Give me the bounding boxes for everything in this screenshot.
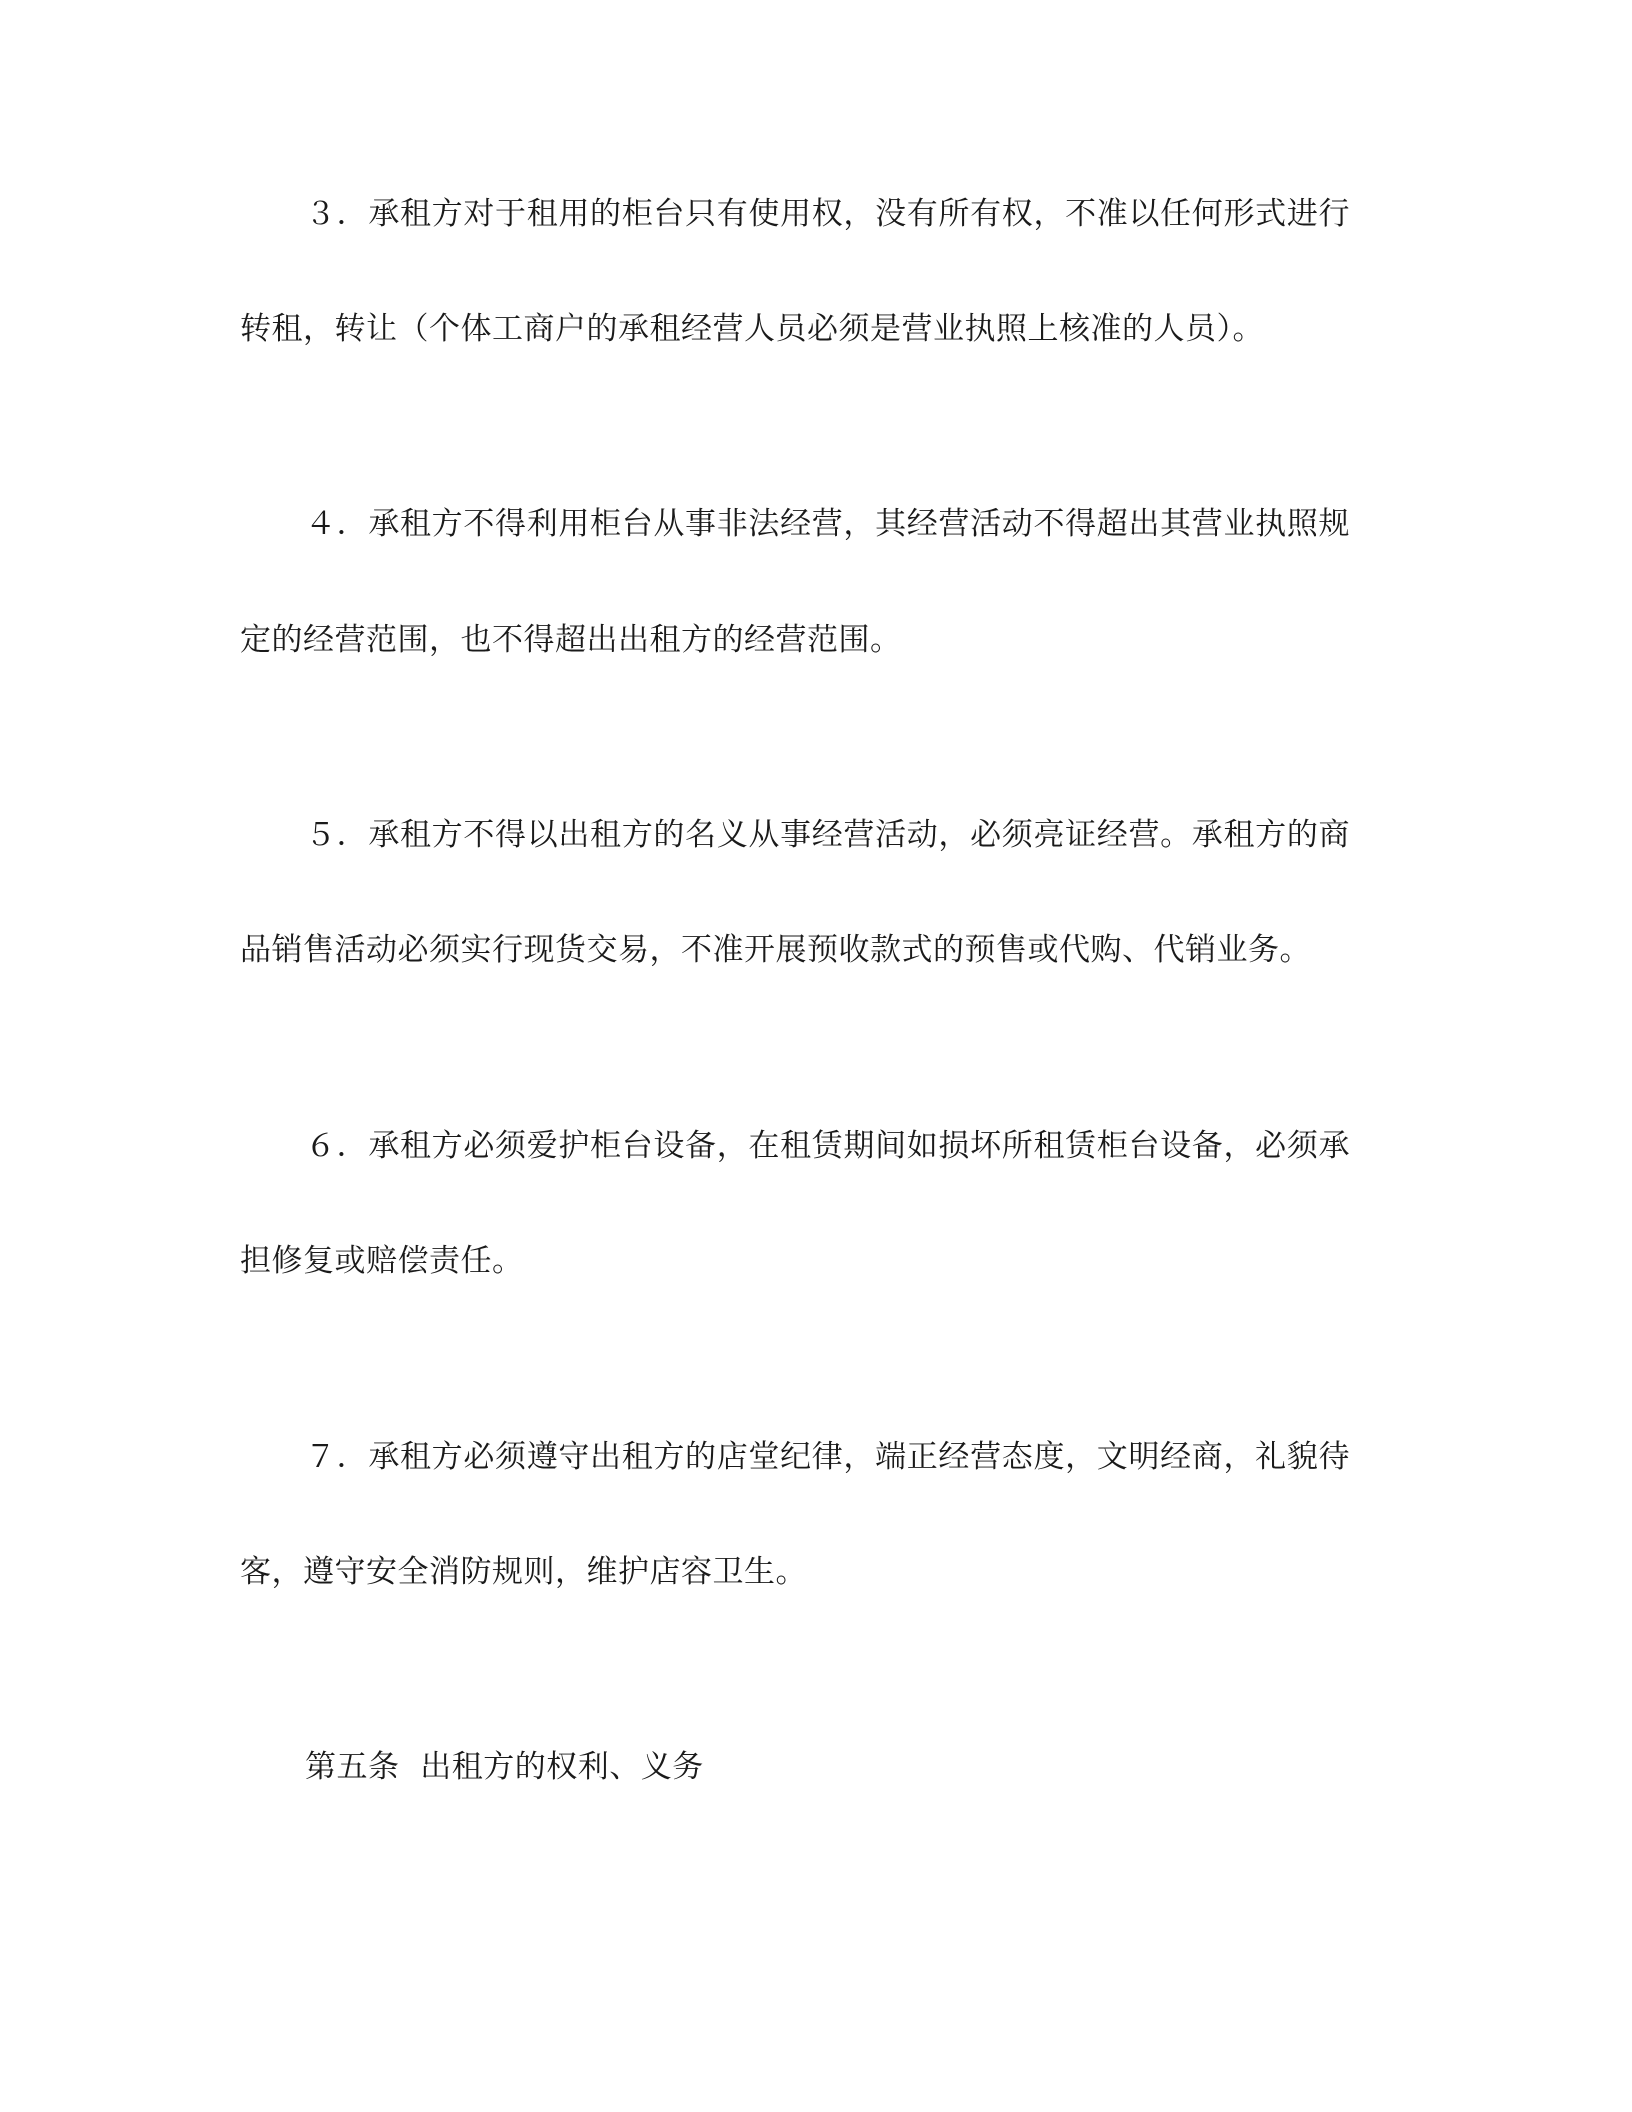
paragraph-5-line-2: 品销售活动必须实行现货交易，不准开展预收款式的预售或代购、代销业务。 <box>240 932 1311 968</box>
paragraph-4-line-1: ４．承租方不得利用柜台从事非法经营，其经营活动不得超出其营业执照规 <box>305 506 1350 542</box>
paragraph-7-line-2: 客，遵守安全消防规则，维护店容卫生。 <box>240 1554 807 1590</box>
paragraph-6-line-1: ６．承租方必须爱护柜台设备，在租赁期间如损坏所租赁柜台设备，必须承 <box>305 1128 1350 1164</box>
paragraph-3-line-2: 转租，转让（个体工商户的承租经营人员必须是营业执照上核准的人员）。 <box>240 311 1264 347</box>
paragraph-5-line-1: ５．承租方不得以出租方的名义从事经营活动，必须亮证经营。承租方的商 <box>305 817 1350 853</box>
section-heading: 第五条 出租方的权利、义务 <box>305 1749 704 1785</box>
paragraph-3-line-1: ３．承租方对于租用的柜台只有使用权，没有所有权，不准以任何形式进行 <box>305 196 1350 232</box>
paragraph-7-line-1: ７．承租方必须遵守出租方的店堂纪律，端正经营态度，文明经商，礼貌待 <box>305 1439 1350 1475</box>
paragraph-4-line-2: 定的经营范围，也不得超出出租方的经营范围。 <box>240 622 902 658</box>
paragraph-6-line-2: 担修复或赔偿责任。 <box>240 1243 524 1279</box>
